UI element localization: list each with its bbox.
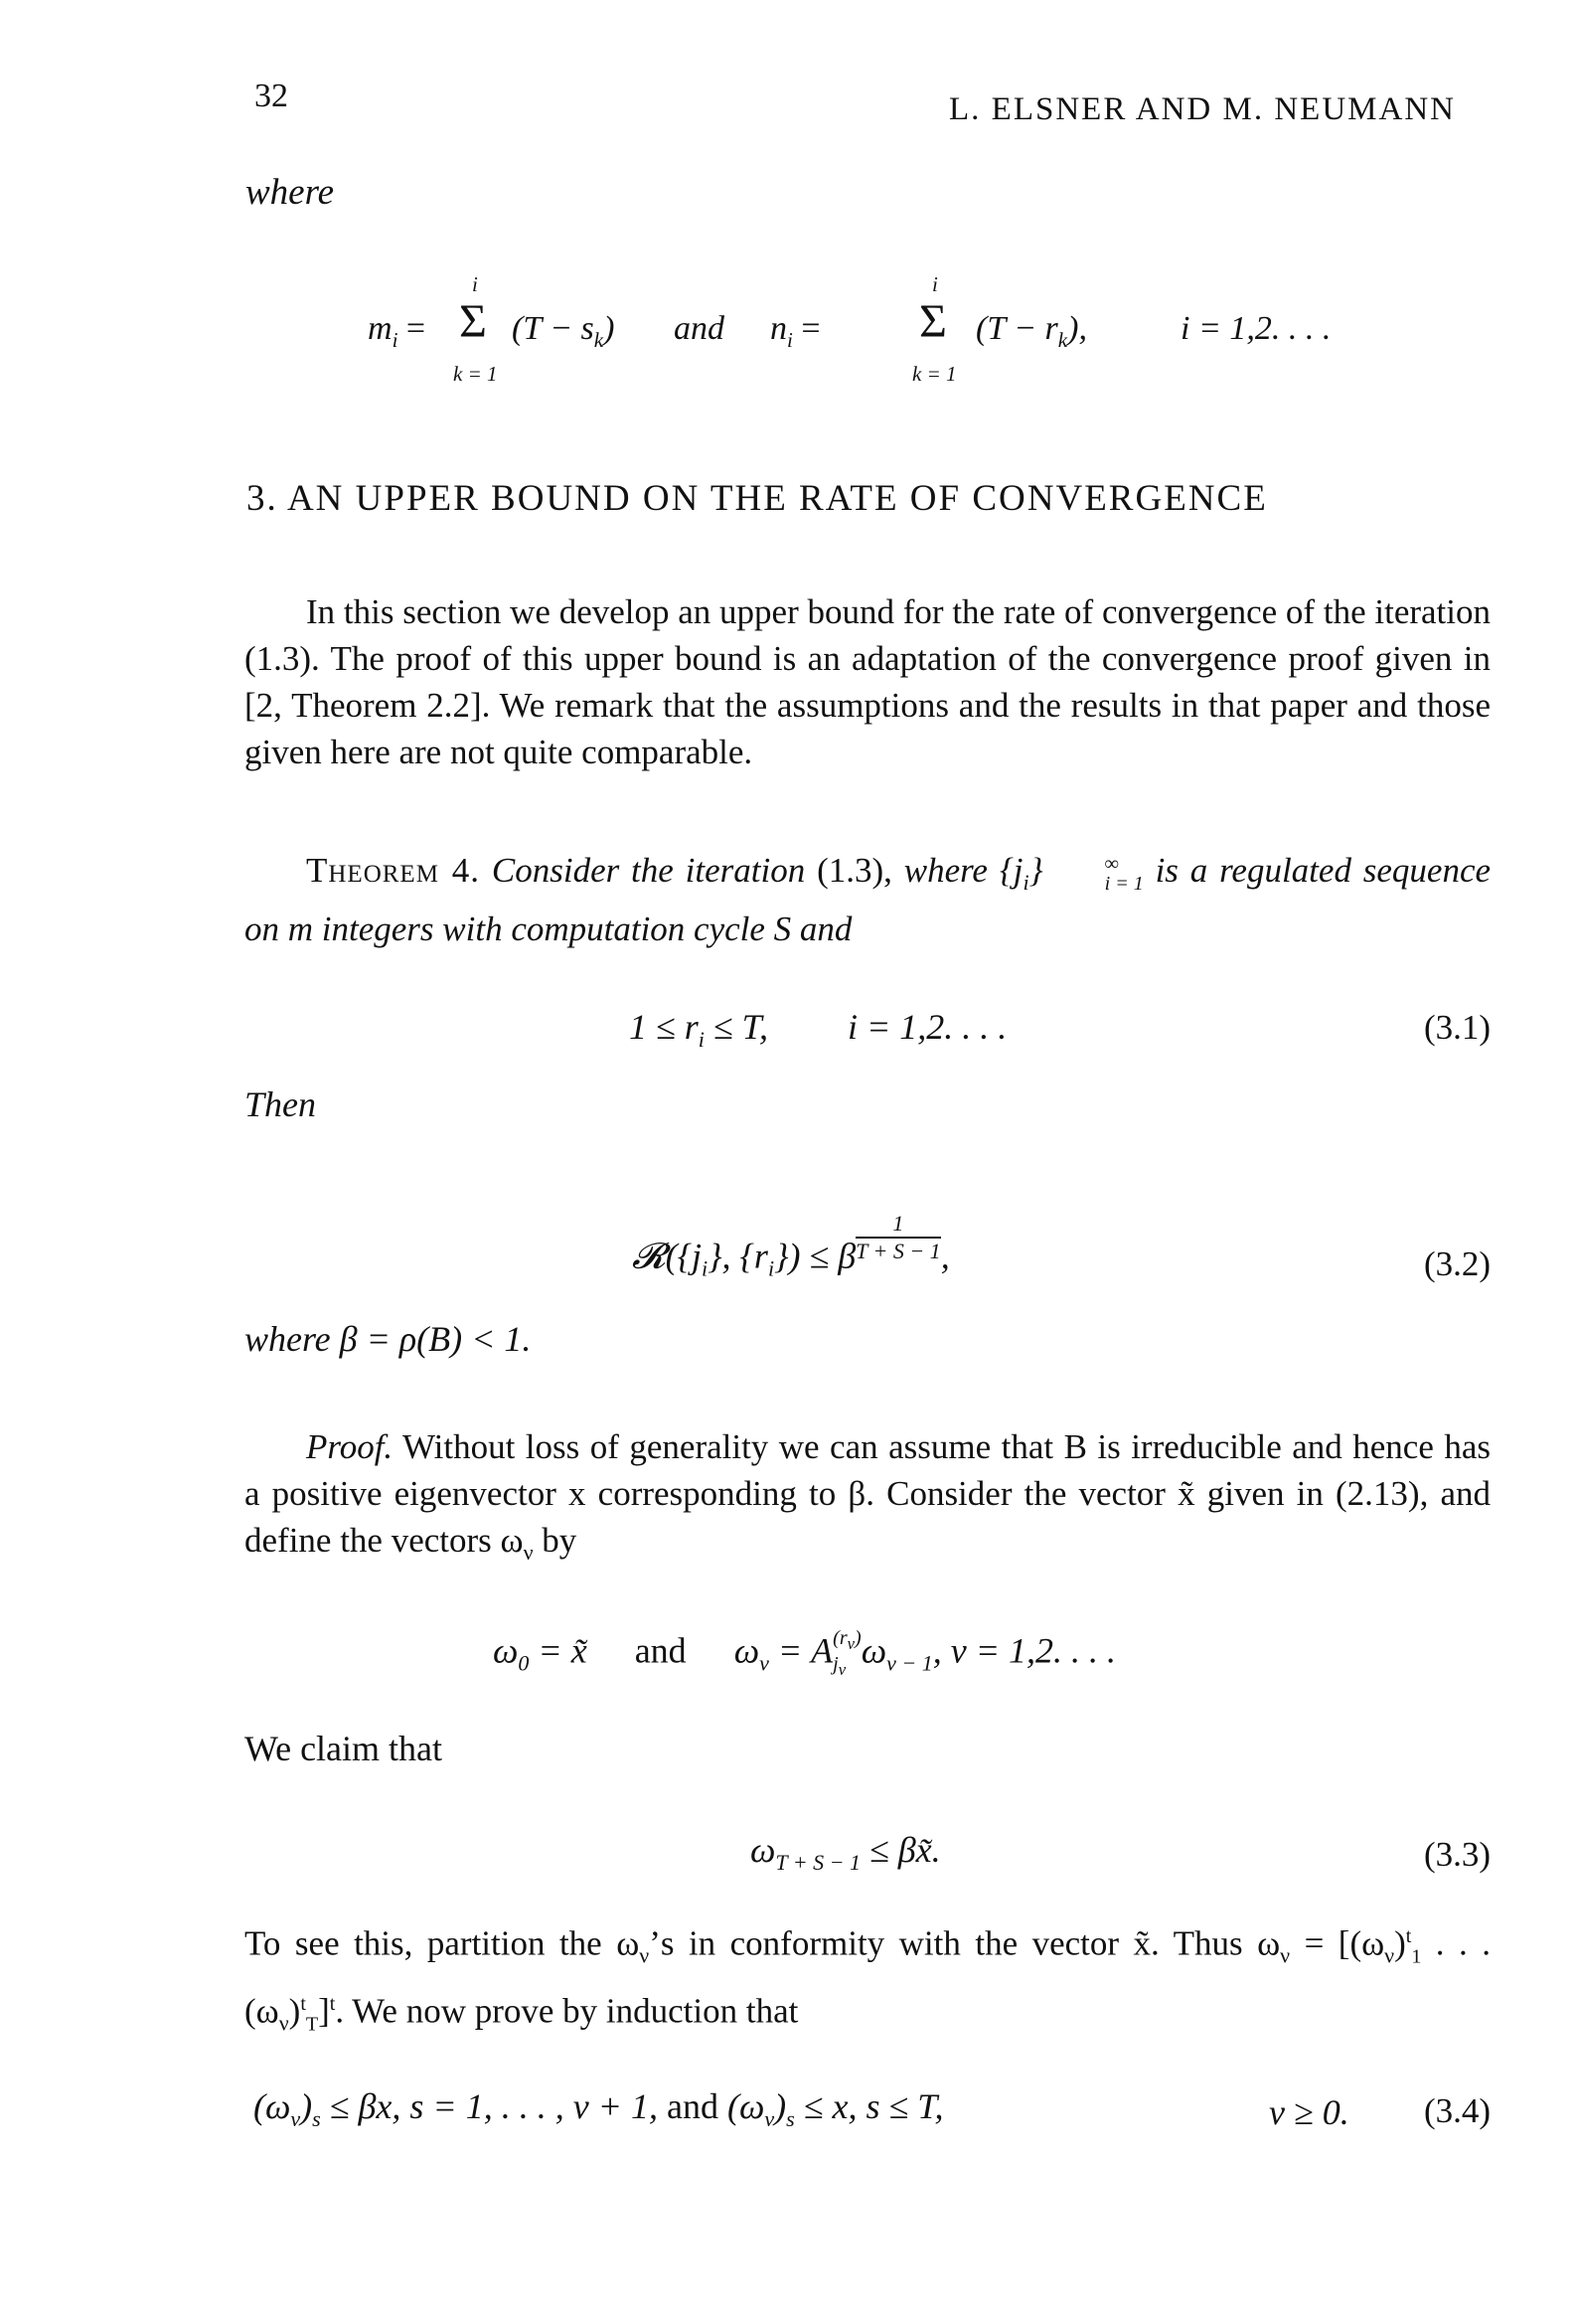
equation-number-3-3: (3.3) (1423, 1835, 1491, 1874)
theorem-ref: (1.3), (817, 851, 892, 890)
equation-3-4: $(\omega_\nu)_s \le \beta x$, s = 1, . . . , ν + 1, and $(\omega_\nu)_s \le x$, s ≤ T, (253, 2086, 944, 2132)
sigma2-upper: i (932, 272, 938, 296)
equation-3-2: $𝓡(\{j_i\}$, $\{r_i\}) \le \beta$ $\frac{1}{T + S - 1}$ , (632, 1211, 950, 1281)
section-paragraph-text: In this section we develop an upper bound for the rate of convergence of the iteration (1.3). The proof of this upper bound is an adaptation of the convergence proof given in [2, Theorem 2.2]. We remark that the assumptions and the results in that paper and those given here are not quite comparable. (244, 592, 1491, 771)
theorem-4 (244, 847, 1491, 952)
proof-text: Without loss of generality we can assume that B is irreducible and hence has a positive eigenvector x corresponding to β. Consider the vector x̃ given in (2.13), and define the vectors $\omega_\nu$ by (244, 1427, 1491, 1565)
partition-paragraph: To see this, partition the $\omega_\nu’s$ in conformity with the vector x̃. Thus $\omega_\nu = [(\omega_\nu)^t_1$ . . . $(\omega_\nu)^t_T]^t$. We now prove by induction that (244, 1923, 1492, 2036)
proof-label: Proof. (306, 1427, 394, 1466)
sum1-term: $(T - s_k)$ (512, 310, 615, 352)
m-lhs: $m_i$ = (368, 310, 426, 352)
equation-number-3-4: (3.4) (1423, 2091, 1491, 2130)
exponent-fraction: $\frac{1}{T + S - 1}$ (856, 1211, 941, 1263)
theorem-label: Theorem 4. (306, 851, 481, 890)
sum-equation (368, 260, 1401, 400)
running-head: L. ELSNER AND M. NEUMANN (949, 91, 1456, 127)
equation-3-3: $\omega_{T + S - 1}$ ≤ βx̃. (750, 1830, 941, 1876)
sigma1-lower: k = 1 (453, 362, 498, 386)
claim-text: We claim that (244, 1729, 443, 1768)
equation-3-1: $1 \le r_i \le T$, i = 1,2. . . . (629, 1007, 1008, 1053)
theorem-text-a: Consider the iteration (491, 851, 806, 890)
theorem-text-b: where (903, 851, 988, 890)
sum2-term: $(T - r_k)$, (976, 310, 1087, 352)
omega-definition: $\omega_0$ = x̃ and $\omega_\nu = A$ $(r_\nu)$ $j_\nu$ $\omega_{\nu - 1}$, ν = 1,2. . . . (493, 1627, 1117, 1679)
then-label: Then (244, 1084, 316, 1124)
equation-number-3-2: (3.2) (1423, 1245, 1491, 1283)
where-beta: where β = ρ(B) < 1. (244, 1319, 532, 1359)
section-paragraph (244, 588, 1491, 775)
and-word: and (674, 310, 724, 347)
theorem-text-c: is a regulated sequence on m integers with computation cycle S and (244, 851, 1492, 948)
sigma1-upper: i (472, 272, 478, 296)
theorem-sequence: $\{j_i\}$ ∞ i = 1 (999, 851, 1144, 895)
section-heading: 3. AN UPPER BOUND ON THE RATE OF CONVERGENCE (246, 478, 1268, 519)
where-label: where (245, 172, 335, 213)
sigma2-lower: k = 1 (912, 362, 957, 386)
n-lhs: $n_i$ = (770, 310, 821, 352)
proof-paragraph (244, 1423, 1491, 1576)
page-number: 32 (254, 78, 288, 114)
sum-range: i = 1,2. . . . (1181, 310, 1332, 347)
equation-number-3-1: (3.1) (1423, 1008, 1491, 1047)
equation-3-4-condition: ν ≥ 0. (1269, 2092, 1349, 2132)
sigma2: Σ (919, 295, 947, 348)
sigma1: Σ (459, 295, 487, 348)
